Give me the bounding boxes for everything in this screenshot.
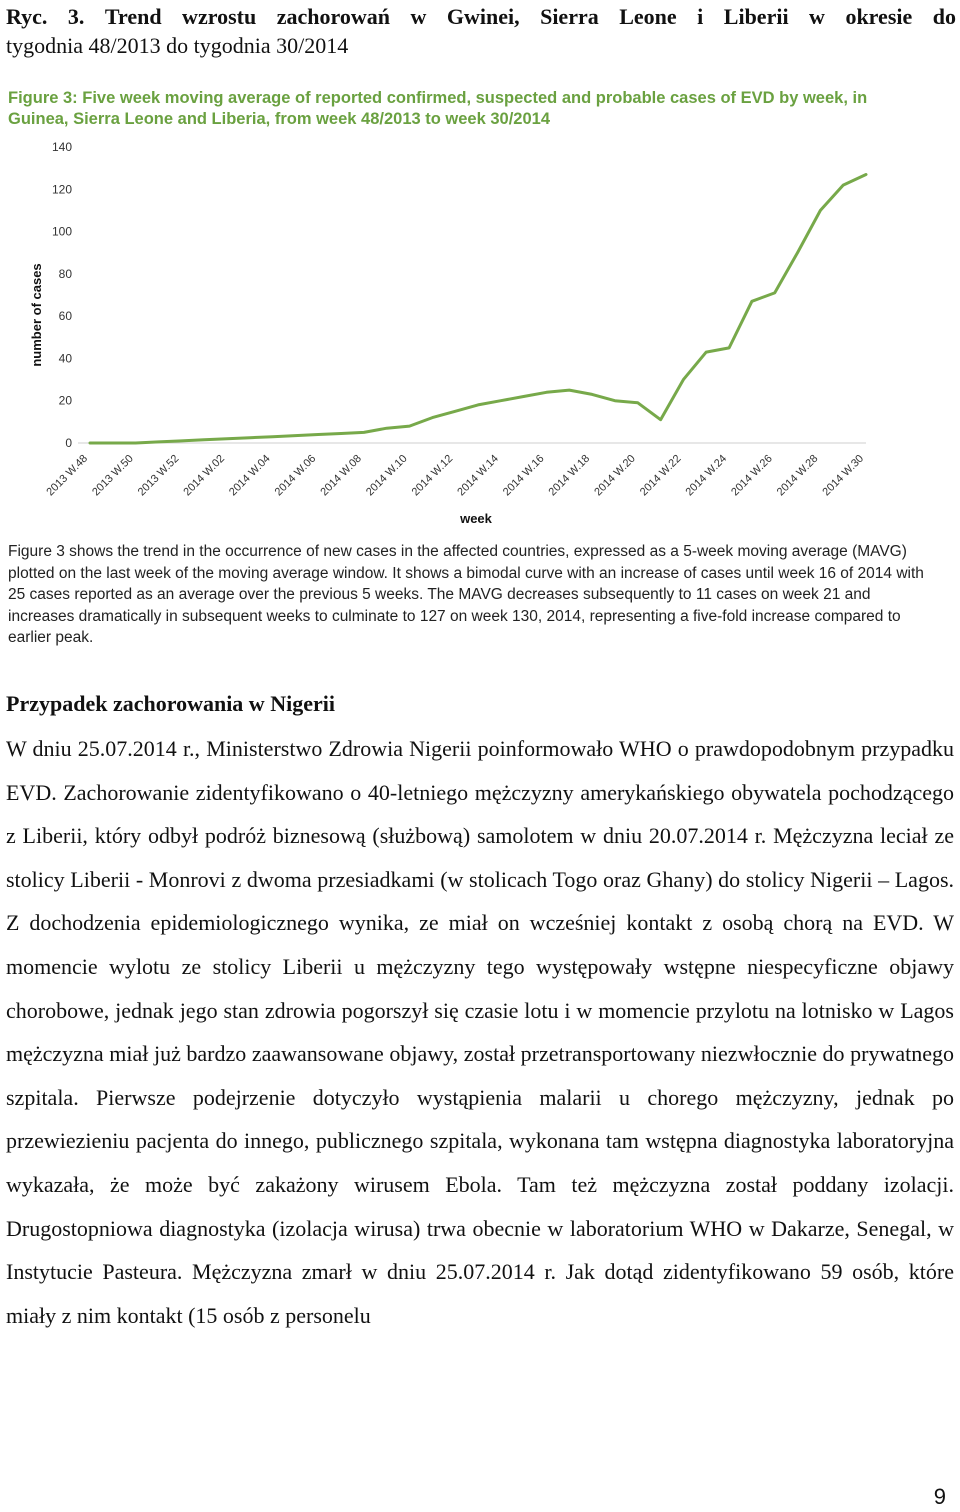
- x-tick-label: 2014 W.24: [683, 452, 730, 499]
- y-tick-label: 60: [58, 309, 72, 324]
- x-tick-label: 2014 W.04: [227, 452, 273, 499]
- caption-line-1: Trend wzrostu zachorowań w Gwinei, Sierra Leone i Liberii w okresie do: [104, 4, 956, 29]
- y-tick-label: 140: [51, 140, 72, 154]
- x-tick-label: 2014 W.16: [500, 452, 547, 499]
- x-ticks: [44, 453, 866, 499]
- x-tick-label: 2014 W.26: [729, 452, 775, 499]
- page-number: 9: [933, 1484, 946, 1509]
- y-tick-label: 20: [58, 393, 72, 408]
- chart-series: [90, 175, 866, 444]
- y-tick-label: 40: [58, 351, 72, 366]
- x-tick-label: 2013 W.50: [90, 452, 136, 499]
- y-axis-label: number of cases: [29, 263, 44, 367]
- y-ticks: [52, 140, 72, 450]
- x-tick-label: 2013 W.48: [44, 452, 91, 499]
- x-tick-label: 2014 W.10: [363, 452, 410, 499]
- y-tick-label: 0: [65, 436, 72, 450]
- y-tick-label: 120: [51, 182, 72, 197]
- section-heading: Przypadek zachorowania w Nigerii: [6, 691, 335, 716]
- x-tick-label: 2014 W.20: [592, 452, 638, 499]
- x-tick-label: 2014 W.02: [181, 452, 228, 499]
- section-body: W dniu 25.07.2014 r., Ministerstwo Zdrowia Nigerii poinformowało WHO o prawdopodobnym przypadku EVD. Zachorowanie zidentyfikowano o 40-letniego mężczyzny amerykańskiego obywatela pochodzącego z Liberii, który odbył podróż biznesową (służbową) samolotem w dniu 20.07.2014 r. Mężczyzna leciał ze stolicy Liberii - Monrovi z dwoma przesiadkami (w stolicach Togo oraz Ghany) do stolicy Nigerii – Lagos. Z dochodzenia epidemiologicznego wynika, ze miał on wcześniej kontakt z osobą chorą na EVD. W momencie wylotu ze stolicy Liberii u mężczyzny tego występowały wstępne niespecyficzne objawy chorobowe, jednak jego stan zdrowia pogorszył się czasie lotu i w momencie przylotu na lotnisko w Lagos mężczyzna miał już bardzo zaawansowane objawy, został przetransportowany niezwłocznie do prywatnego szpitala. Pierwsze podejrzenie dotyczyło wystąpienia malarii u chorego mężczyzny, jednak po przewiezieniu pacjenta do innego, publicznego szpitala, wykonana tam wstępna diagnostyka laboratoryjna wykazała, że może być zakażony wirusem Ebola. Tam też mężczyzna został poddany izolacji. Drugostopniowa diagnostyka (izolacja wirusa) trwa obecnie w laboratorium WHO w Dakarze, Senegal, w Instytucie Pasteura. Mężczyzna zmarł w dniu 25.07.2014 r. Jak dotąd zidentyfikowano 59 osób, które miały z nim kontakt (15 osób z personelu: [6, 736, 954, 1328]
- y-tick-label: 80: [58, 266, 72, 281]
- x-tick-label: 2014 W.12: [409, 452, 456, 499]
- x-tick-label: 2014 W.28: [774, 452, 821, 499]
- x-tick-label: 2014 W.06: [272, 452, 319, 499]
- x-tick-label: 2014 W.14: [455, 452, 501, 499]
- x-tick-label: 2014 W.18: [546, 452, 593, 499]
- figure-caption: [6, 2, 956, 60]
- figure-title: Figure 3: Five week moving average of reported confirmed, suspected and probable cases of EVD by week, in Guinea, Sierra Leone and Liberia, from week 48/2013 to week 30/2014: [8, 89, 868, 128]
- x-tick-label: 2014 W.08: [318, 452, 365, 499]
- y-tick-label: 100: [51, 224, 72, 239]
- line-chart: [0, 135, 900, 535]
- figure-description: Figure 3 shows the trend in the occurrence of new cases in the affected countries, expressed as a 5-week moving average (MAVG) plotted on the last week of the moving average window. It shows a bimodal curve with an increase of cases until week 16 of 2014 with 25 cases reported as an average over the previous 5 weeks. The MAVG decreases subsequently to 11 cases on week 21 and increases dramatically in subsequent weeks to culminate to 127 on week 130, 2014, representing a five-fold increase compared to earlier peak.: [8, 543, 924, 646]
- x-tick-label: 2013 W.52: [135, 452, 182, 499]
- x-tick-label: 2014 W.30: [820, 452, 867, 499]
- x-axis-label: week: [460, 511, 492, 526]
- series-line: [90, 175, 866, 444]
- x-tick-label: 2014 W.22: [637, 452, 684, 499]
- caption-line-2: tygodnia 48/2013 do tygodnia 30/2014: [6, 33, 349, 58]
- caption-label: Ryc. 3.: [6, 4, 85, 29]
